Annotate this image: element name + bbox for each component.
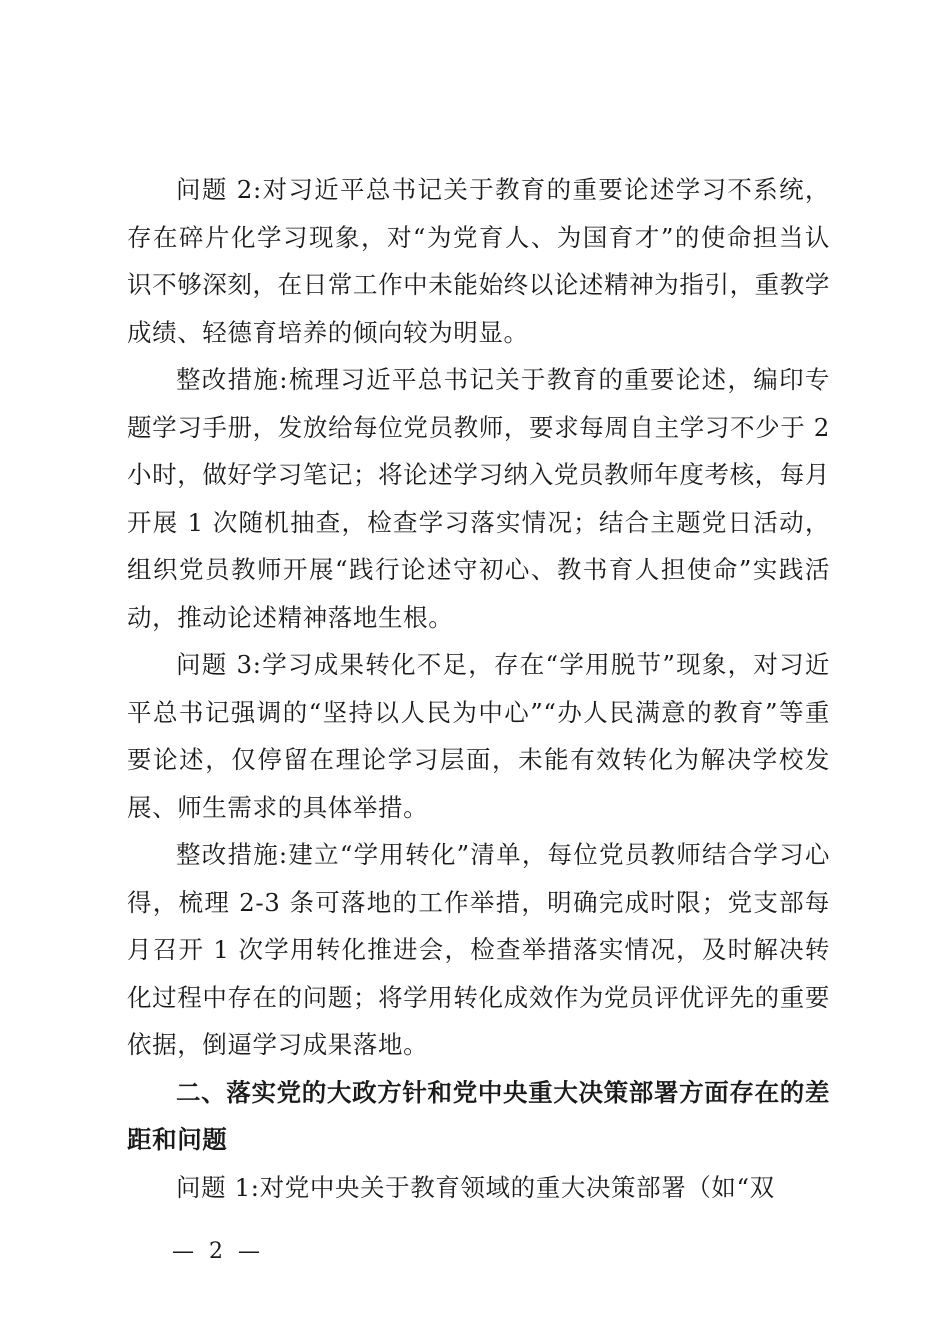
paragraph-problem-3: 问题 3:学习成果转化不足，存在“学用脱节”现象，对习近平总书记强调的“坚持以人民为中心”“办人民满意的教育”等重要论述，仅停留在理论学习层面，未能有效转化为解决学校发展、师生需求的具体举措。 — [127, 650, 830, 822]
section-heading-2: 二、落实党的大政方针和党中央重大决策部署方面存在的差距和问题 — [127, 1077, 830, 1154]
paragraph-rectification-measures-2: 整改措施:建立“学用转化”清单，每位党员教师结合学习心得，梳理 2-3 条可落地的工作举措，明确完成时限；党支部每月召开 1 次学用转化推进会，检查举措落实情况，及时解决转化过程中存在的问题；将学用转化成效作为党员评优评先的重要依据，倒逼学习成果落地。 — [127, 840, 830, 1059]
paragraph-problem-2: 问题 2:对习近平总书记关于教育的重要论述学习不系统，存在碎片化学习现象，对“为党育人、为国育才”的使命担当认识不够深刻，在日常工作中未能始终以论述精神为指引，重教学成绩、轻德育培养的倾向较为明显。 — [127, 175, 830, 347]
document-body — [127, 166, 830, 1211]
page-number: — 2 — — [172, 1239, 264, 1264]
paragraph-rectification-measures-1: 整改措施:梳理习近平总书记关于教育的重要论述，编印专题学习手册，发放给每位党员教师，要求每周自主学习不少于 2 小时，做好学习笔记；将论述学习纳入党员教师年度考核，每月开展 1 次随机抽查，检查学习落实情况；结合主题党日活动，组织党员教师开展“践行论述守初心、教书育人担使命”实践活动，推动论述精神落地生根。 — [127, 365, 830, 632]
paragraph-section-2-problem-1: 问题 1:对党中央关于教育领域的重大决策部署（如“双 — [176, 1172, 775, 1202]
